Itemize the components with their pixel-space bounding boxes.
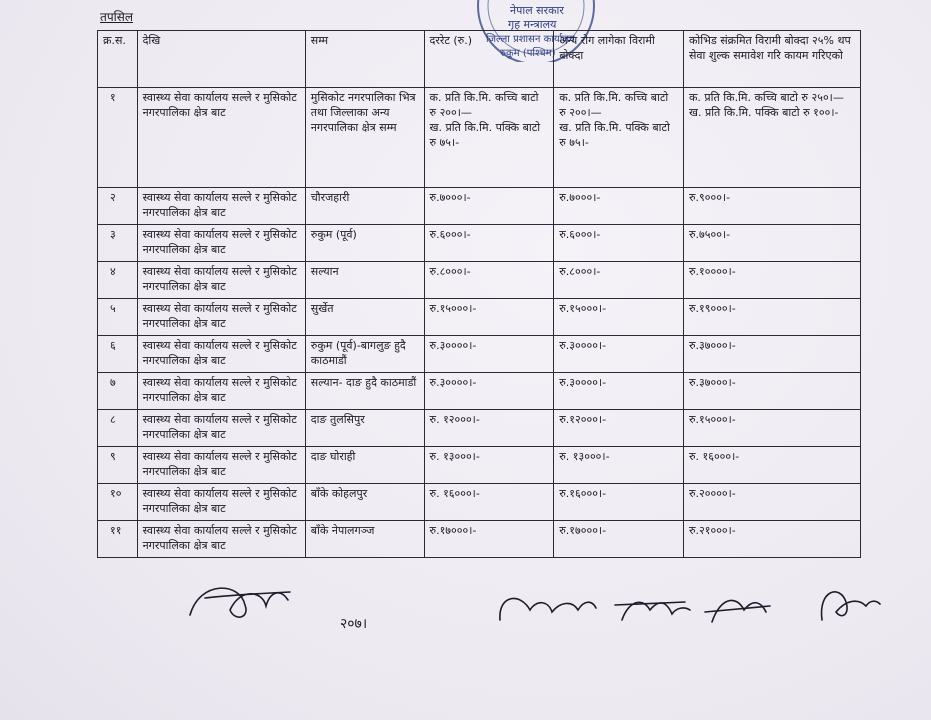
table-row [98,447,861,484]
table-row [98,373,861,410]
cell-to: दाङ तुलसिपुर [305,410,424,447]
cell-to: बाँके कोहलपुर [305,484,424,521]
cell-rate: रु.६०००।- [424,225,554,262]
cell-other-disease: रु.१७०००।- [554,521,684,558]
cell-from: स्वास्थ्य सेवा कार्यालय सल्ले र मुसिकोट नगरपालिका क्षेत्र बाट [137,88,305,188]
table-row [98,336,861,373]
cell-covid: रु.२००००।- [683,484,860,521]
cell-to: सल्यान [305,262,424,299]
cell-serial-number: ३ [98,225,138,262]
cell-covid: रु. १६०००।- [683,447,860,484]
cell-covid: रु.३७०००।- [683,373,860,410]
cell-from: स्वास्थ्य सेवा कार्यालय सल्ले र मुसिकोट नगरपालिका क्षेत्र बाट [137,410,305,447]
cell-covid: रु.७५००।- [683,225,860,262]
table-row [98,188,861,225]
rate-unpaved: क. प्रति कि.मि. कच्चि बाटो रु २००।— [429,91,539,119]
cell-from: स्वास्थ्य सेवा कार्यालय सल्ले र मुसिकोट नगरपालिका क्षेत्र बाट [137,262,305,299]
cell-rate: रु.७०००।- [424,188,554,225]
cell-other-disease: रु.६०००।- [554,225,684,262]
cell-rate: रु. १६०००।- [424,484,554,521]
cell-serial-number: ६ [98,336,138,373]
cell-to: चौरजहारी [305,188,424,225]
signature-1-stroke [205,592,290,598]
cell-rate: रु.३००००।- [424,336,554,373]
cell-serial-number: ४ [98,262,138,299]
header-to: सम्म [305,31,424,88]
cell-covid [683,88,860,188]
cell-from: स्वास्थ्य सेवा कार्यालय सल्ले र मुसिकोट नगरपालिका क्षेत्र बाट [137,373,305,410]
signature-4-line [615,602,685,605]
covid-paved: ख. प्रति कि.मि. पक्कि बाटो रु १००।- [688,106,839,119]
cell-serial-number: ९ [98,447,138,484]
cell-rate: रु.८०००।- [424,262,554,299]
cell-other-disease: रु.७०००।- [554,188,684,225]
signature-mark: २०७। [340,616,368,632]
cell-covid: रु.२१०००।- [683,521,860,558]
rate-paved: ख. प्रति कि.मि. पक्कि बाटो रु ७५।- [429,121,541,149]
cell-from: स्वास्थ्य सेवा कार्यालय सल्ले र मुसिकोट नगरपालिका क्षेत्र बाट [137,225,305,262]
header-other-disease: अन्य रोग लागेका विरामी बोक्दा [554,31,684,88]
cell-from: स्वास्थ्य सेवा कार्यालय सल्ले र मुसिकोट नगरपालिका क्षेत्र बाट [137,188,305,225]
cell-to: सल्यान- दाङ हुदै काठमाडौं [305,373,424,410]
cell-rate: रु. १२०००।- [424,410,554,447]
cell-other-disease: रु.१२०००।- [554,410,684,447]
cell-covid: रु.१९०००।- [683,299,860,336]
table-row [98,262,861,299]
cell-rate: रु.१५०००।- [424,299,554,336]
cell-other-disease: रु.१५०००।- [554,299,684,336]
cell-serial-number: १० [98,484,138,521]
table-row [98,410,861,447]
table-row [98,88,861,188]
cell-other-disease [554,88,684,188]
cell-from: स्वास्थ्य सेवा कार्यालय सल्ले र मुसिकोट नगरपालिका क्षेत्र बाट [137,299,305,336]
table-row [98,521,861,558]
table-row [98,225,861,262]
other-unpaved: क. प्रति कि.मि. कच्चि बाटो रु २००।— [559,91,669,119]
cell-serial-number: १ [98,88,138,188]
cell-serial-number: ११ [98,521,138,558]
signature-5-line [705,606,770,612]
cell-to: रुकुम (पूर्व)-बागलुङ हुदै काठमाडौं [305,336,424,373]
cell-rate [424,88,554,188]
cell-other-disease: रु.१६०००।- [554,484,684,521]
cell-covid: रु.३७०००।- [683,336,860,373]
cell-covid: रु.१५०००।- [683,410,860,447]
header-serial-number: क्र.स. [98,31,138,88]
covid-unpaved: क. प्रति कि.मि. कच्चि बाटो रु २५०।— [688,91,844,104]
cell-covid: रु.१००००।- [683,262,860,299]
table-row [98,299,861,336]
cell-to: मुसिकोट नगरपालिका भित्र तथा जिल्लाका अन्य नगरपालिका क्षेत्र सम्म [305,88,424,188]
cell-serial-number: ७ [98,373,138,410]
header-from: देखि [137,31,305,88]
cell-to: रुकुम (पूर्व) [305,225,424,262]
cell-from: स्वास्थ्य सेवा कार्यालय सल्ले र मुसिकोट नगरपालिका क्षेत्र बाट [137,484,305,521]
cell-to: दाङ घोराही [305,447,424,484]
cell-rate: रु. १३०००।- [424,447,554,484]
cell-from: स्वास्थ्य सेवा कार्यालय सल्ले र मुसिकोट नगरपालिका क्षेत्र बाट [137,521,305,558]
cell-to: सुर्खेत [305,299,424,336]
document-heading: तपसिल [100,10,134,24]
cell-from: स्वास्थ्य सेवा कार्यालय सल्ले र मुसिकोट नगरपालिका क्षेत्र बाट [137,447,305,484]
signature-6 [822,592,880,620]
cell-serial-number: ८ [98,410,138,447]
cell-serial-number: २ [98,188,138,225]
header-covid: कोभिड संक्रमित विरामी बोक्दा २५% थप सेवा शुल्क समावेश गरि कायम गरिएको [683,31,860,88]
cell-other-disease: रु.३००००।- [554,336,684,373]
cell-other-disease: रु.३००००।- [554,373,684,410]
svg-text:नेपाल सरकार: नेपाल सरकार [510,4,564,17]
cell-other-disease: रु.८०००।- [554,262,684,299]
cell-other-disease: रु. १३०००।- [554,447,684,484]
cell-rate: रु.३००००।- [424,373,554,410]
ambulance-fare-table [97,30,861,558]
header-rate: दररेट (रु.) [424,31,554,88]
cell-rate: रु.१७०००।- [424,521,554,558]
other-paved: ख. प्रति कि.मि. पक्कि बाटो रु ७५।- [559,121,670,149]
table-row [98,484,861,521]
svg-text:रुकुम (पश्चिम): रुकुम (पश्चिम) [500,48,556,59]
cell-covid: रु.९०००।- [683,188,860,225]
table-header-row [98,31,861,88]
signature-3 [500,599,596,620]
svg-text:जिल्ला प्रशासन कार्यालय: जिल्ला प्रशासन कार्यालय [486,34,575,45]
cell-serial-number: ५ [98,299,138,336]
cell-to: बाँके नेपालगञ्ज [305,521,424,558]
svg-text:गृह मन्त्रालय: गृह मन्त्रालय [508,18,557,31]
cell-from: स्वास्थ्य सेवा कार्यालय सल्ले र मुसिकोट नगरपालिका क्षेत्र बाट [137,336,305,373]
signatures-area [0,570,931,670]
